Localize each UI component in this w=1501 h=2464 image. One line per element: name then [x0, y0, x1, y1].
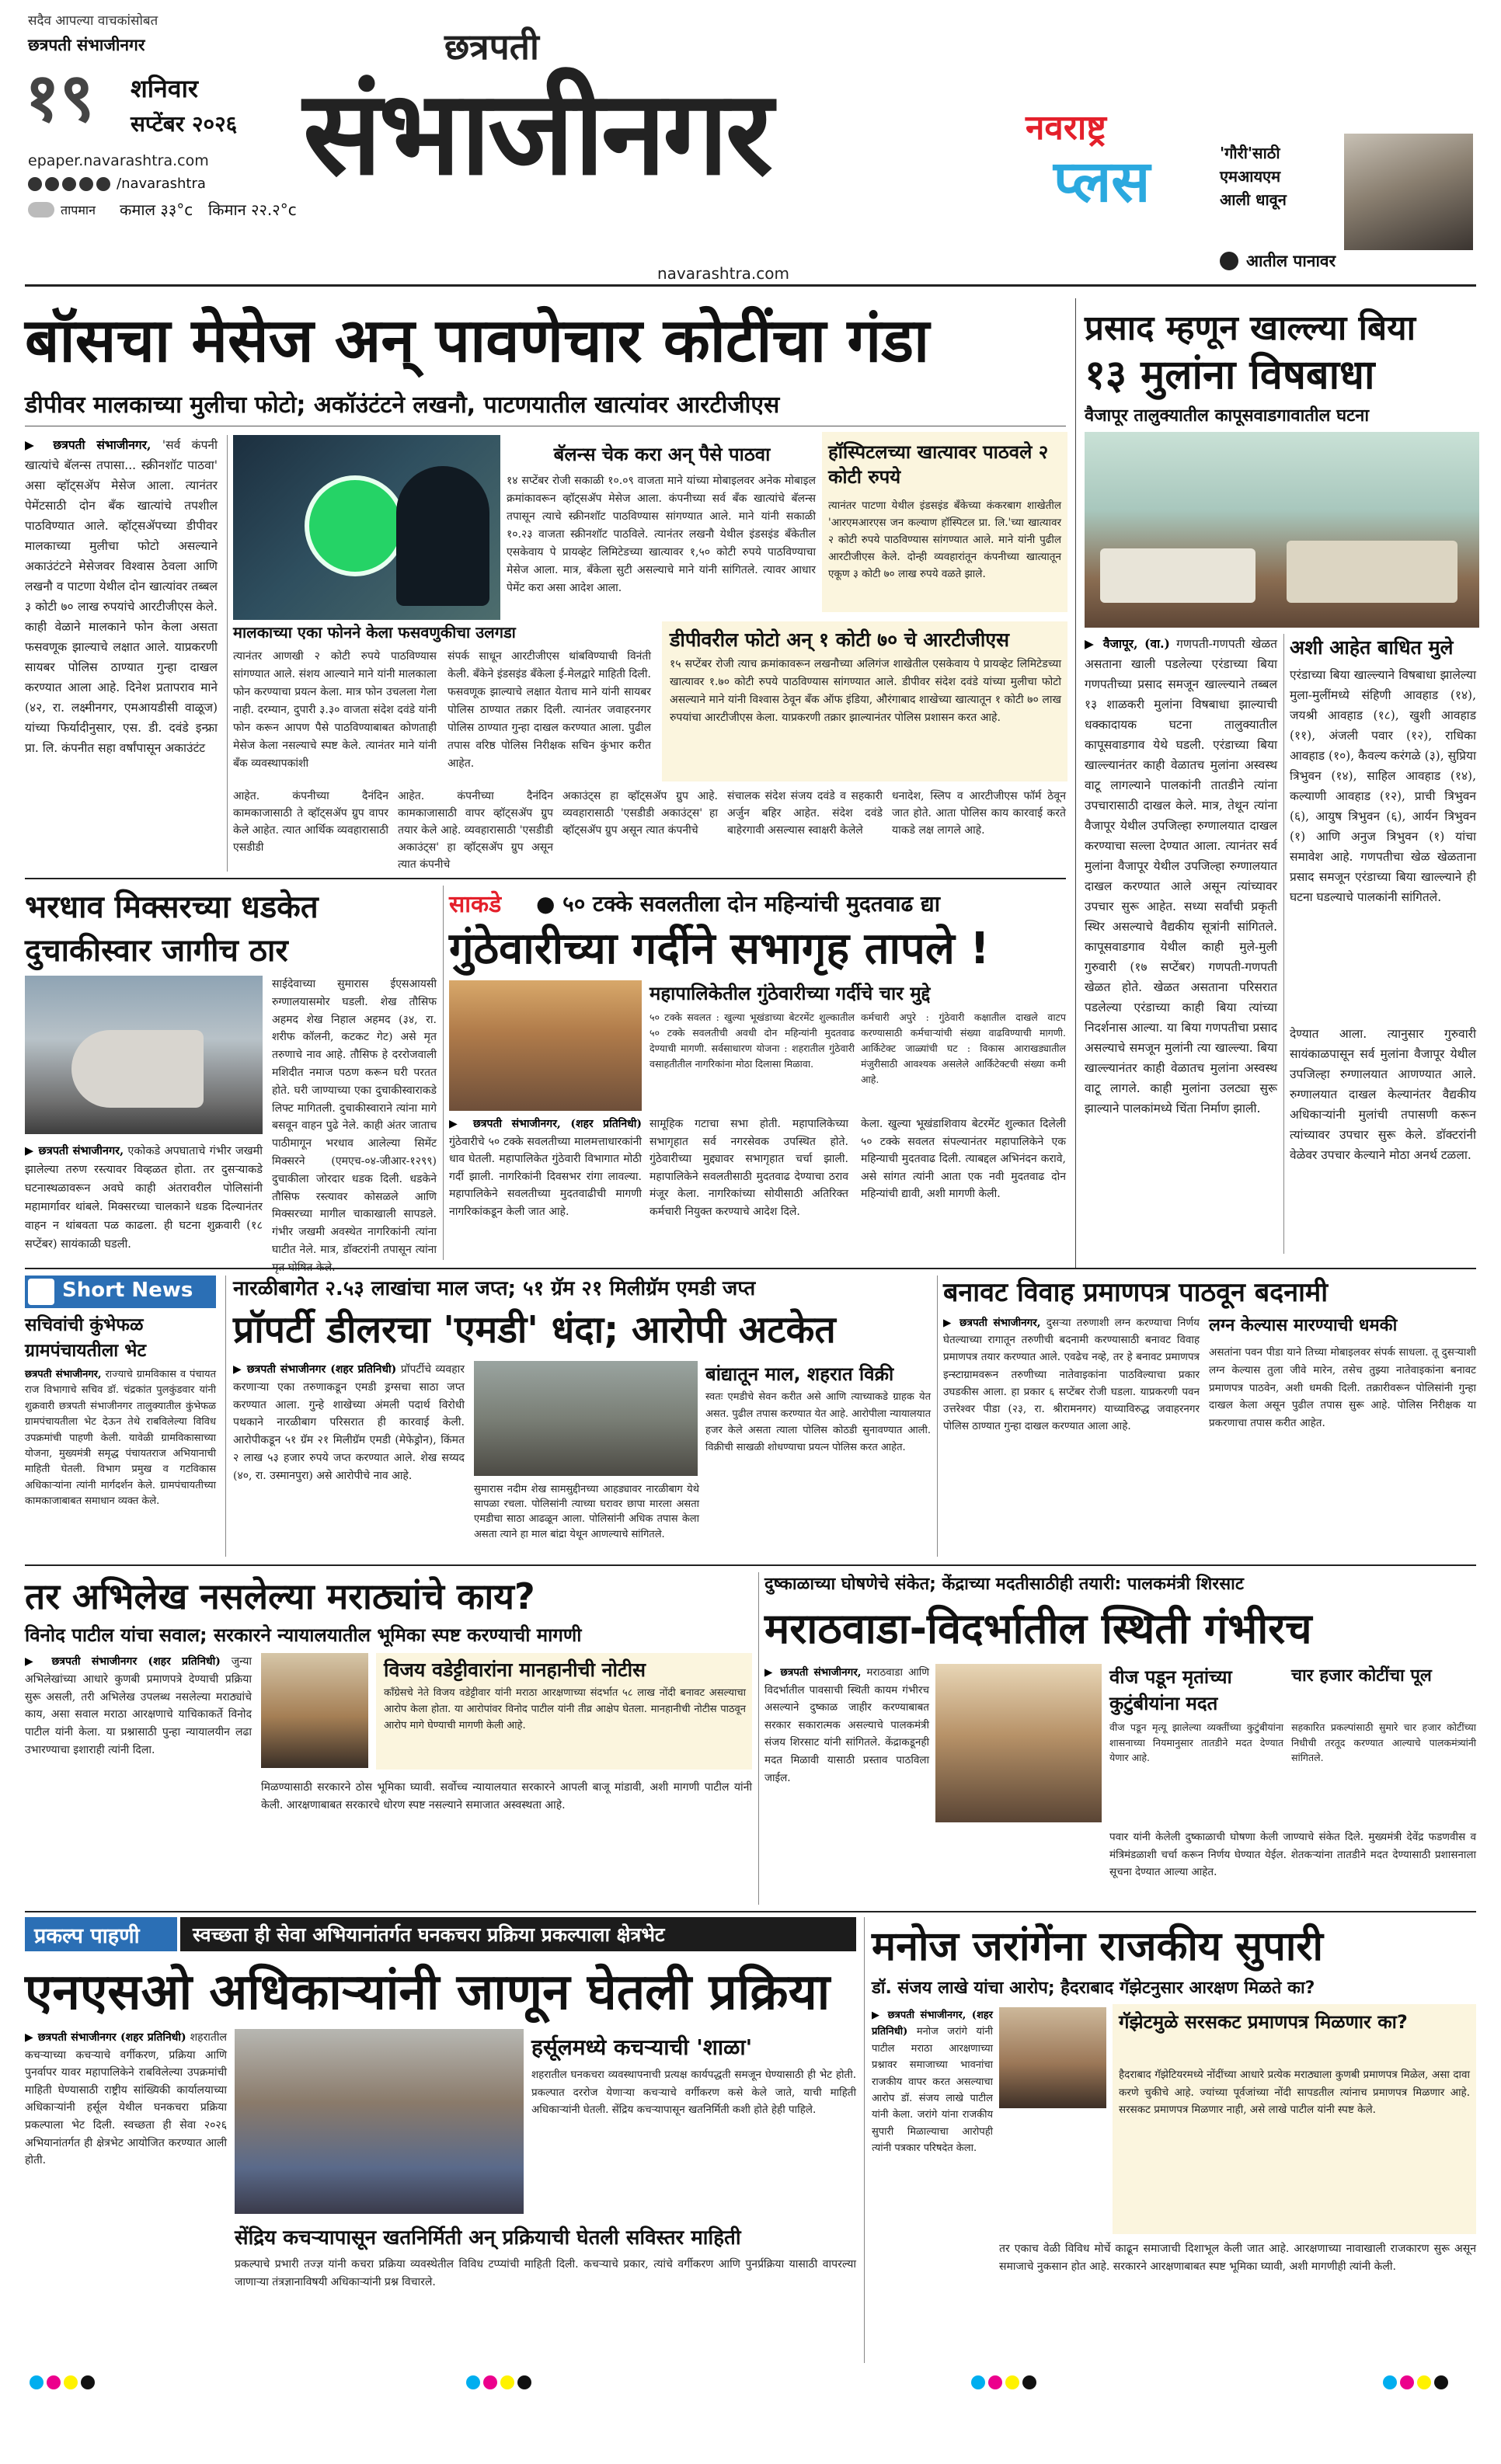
story1-bottom-col-0: आहेत. कंपनीच्या दैनंदिन कामकाजासाठी ते व्हॉट्सॲप ग्रुप वापर केले आहेत. त्यात आर्थिक व्यवहारासाठी एसडीडी	[233, 790, 388, 854]
story4-photo-hall	[449, 980, 642, 1111]
masthead	[0, 0, 1501, 284]
hospital-bed	[1287, 541, 1457, 603]
story10-headline: मनोज जरांगेंना राजकीय सुपारी	[872, 1923, 1324, 1970]
story7-col1-text: जुन्या अभिलेखांच्या आधारे कुणबी प्रमाणपत्रे देण्याची प्रक्रिया सुरू असली, तरी अभिलेख उपलब्ध नसलेल्या मराठ्यांचे काय, असा सवाल मराठा आरक्षणाचे याचिकाकर्ते विनोद पाटील यांनी केला. या प्रश्नासाठी पुन्हा न्यायालयीन लढा उभारण्याचा इशाराही त्यांनी दिला.	[25, 1655, 252, 1756]
hospital-bed	[1100, 548, 1255, 603]
story2-col1-text: गणपती-गणपती खेळत असताना खाली पडलेल्या एरंडाच्या बिया गणपतीच्या प्रसाद समजून खाल्ल्याने तब्बल १३ शाळकरी मुलांना विषबाधा झाल्याची धक्कादायक घटना तालुक्यातील कापूसवाडगाव येथे घडली. एरंडाच्या बिया खाल्ल्यानंतर काही वेळातच मुलांना अस्वस्थ वाटू लागल्याने पालकांनी तातडीने त्यांना उपचारासाठी दाखल केले. मात्र, तेथून त्यांना वैजापूर येथील उपजिल्हा रुग्णालयात दाखल करण्याचा सल्ला देण्यात आला. त्यानंतर सर्व मुलांना वैजापूर येथील उपजिल्हा रुग्णालयात दाखल करण्यात आले असून त्यांच्यावर उपचार सुरू आहेत. सध्या सर्वांची प्रकृती स्थिर असल्याचे वैद्यकीय सूत्रांनी सांगितले. कापूसवाडगाव येथील काही मुले-मुली गुरुवारी (१७ सप्टेंबर) गणपती-गणपती खेळत होते. खेळत असताना परिसरात पडलेल्या एरंडाच्या काही बिया त्यांच्या निदर्शनास आल्या. या बिया गणपतीचा प्रसाद असल्याचे समजून मुलांनी त्या खाल्ल्या. बिया खाल्ल्यानंतर काही वेळातच मुलांना अस्वस्थ वाटू लागले. काही मुलांना उलट्या सुरू झाल्याने पालकांमध्ये चिंता निर्माण झाली.	[1085, 637, 1277, 1115]
story1-col2: १४ सप्टेंबर रोजी सकाळी १०.०९ वाजता माने यांच्या मोबाइलवर अनेक मोबाइल क्रमांकावरून व्हॉट्सॲप मेसेज आला. कंपनीच्या सर्व बँक खात्यांचे बॅलन्स तपासून त्याचे स्क्रीनशॉट पाठविण्यास सांगण्यात आले. माने यांनी सकाळी १०.२३ वाजता स्क्रीनशॉट पाठविले. त्यानंतर लखनौ येथील इंडसइंड बँकेतील एसकेवाय पे प्रायव्हेट लिमिटेडच्या खात्यावर १,५० कोटी रुपये पाठविण्याचा मेसेज आला. मात्र, बँकेला सुटी असल्याचे माने यांनी सांगितले. त्यावर आधार पेमेंट करा असा आदेश आला.	[507, 475, 816, 594]
reg-dot-magenta	[1400, 2375, 1414, 2389]
story9-subhead-right: हर्सूलमध्ये कचऱ्याची 'शाळा'	[531, 2034, 753, 2060]
story8-box1-head: वीज पडून मृतांच्या कुटुंबीयांना मदत	[1109, 1666, 1232, 1714]
social-handle[interactable]: /navarashtra	[117, 176, 206, 192]
reg-dot-black	[1022, 2375, 1036, 2389]
story5-dateline: ▶ छत्रपती संभाजीनगर (शहर प्रतिनिधी)	[233, 1363, 397, 1376]
story1-col2-head: बॅलन्स चेक करा अन् पैसे पाठवा	[553, 444, 771, 465]
row5-rule	[25, 1911, 1476, 1912]
masthead-title: संभाजीनगर	[303, 66, 770, 201]
story6-col2-head: लग्न केल्यास मारण्याची धमकी	[1209, 1316, 1398, 1335]
masthead-title-small: छत्रपती	[444, 26, 539, 68]
hooded-figure	[396, 466, 489, 606]
story7-box-body: काँग्रेसचे नेते विजय वडेट्टीवार यांनी मराठा आरक्षणाच्या संदर्भात ५८ लाख नोंदी बनावट असल्याचा आरोप केला होता. या आरोपांवर विनोद पाटील यांनी तीव्र आक्षेप घेतला. मानहानीची नोटीस पाठवून आरोप मागे घेण्याची मागणी केली आहे.	[384, 1687, 746, 1731]
story10-col1	[872, 2007, 993, 2233]
story4-col1	[449, 1115, 642, 1260]
story3-headline-1: भरधाव मिक्सरच्या धडकेत	[25, 889, 319, 925]
story9-kicker: स्वच्छता ही सेवा अभियानांतर्गत घनकचरा प्रक्रिया प्रकल्पाला क्षेत्रभेट	[193, 1923, 665, 1946]
story3-col1	[25, 1142, 263, 1260]
promo-byline: आतील पानावर	[1246, 252, 1336, 270]
story1-col-mid2: संपर्क साधून आरटीजीएस थांबविण्याची विनंती केली. बँकेने इंडसइंड बँकेला ई-मेलद्वारे माहिती दिली. फसवणूक झाल्याचे लक्षात येताच माने यांनी सायबर पोलिस ठाण्यात तक्रार दिली. त्यानंतर जवाहरनगर पोलिस ठाण्यात गुन्हा दाखल करण्यात आला. पुढील तपास वरिष्ठ पोलिस निरीक्षक सचिन कुंभार करीत आहेत.	[448, 650, 651, 770]
story5-headline: प्रॉपर्टी डीलरचा 'एमडी' धंदा; आरोपी अटकेत	[233, 1308, 836, 1352]
story3-rule	[25, 878, 1066, 879]
story2-subhead: वैजापूर तालुक्यातील कापूसवाडगावातील घटना	[1085, 406, 1370, 426]
story2-col1	[1085, 634, 1277, 1254]
story9-kicker-bar	[180, 1917, 856, 1951]
story8-headline: मराठवाडा-विदर्भातील स्थिती गंभीरच	[764, 1604, 1312, 1653]
story1-divider	[227, 435, 228, 872]
story4-subhead: महापालिकेतील गुंठेवारीच्या गर्दीचे चार मुद्दे	[650, 983, 931, 1004]
story6-col1-text: दुसऱ्या तरुणाशी लग्न करण्याचा निर्णय घेतल्याच्या रागातून तरुणीची बदनामी करण्यासाठी बनावट विवाह प्रमाणपत्र तयार करण्यात आले. एवढेच नव्हे, तर हे बनावट प्रमाणपत्र इन्स्टाग्रामवरून तरुणीच्या नातेवाइकांना पाठविल्याचा प्रकार उघडकीस आला. हा प्रकार ६ सप्टेंबर रोजी घडला. याप्रकरणी पवन उत्तरेश्वर पीडा (२३, रा. श्रीरामनगर) याच्याविरुद्ध जवाहरनगर पोलिस ठाण्यात गुन्हा दाखल करण्यात आला आहे.	[943, 1317, 1200, 1433]
story4-col1-text: गुंठेवारीचे ५० टक्के सवलतीच्या मालमत्ताधारकांनी धाव घेतली. महापालिकेत गुंठेवारी विभागात मोठी गर्दी झाली. नागरिकांनी दिवसभर रांगा लावल्या. महापालिकेने सवलतीच्या मुदतवाढीची मागणी नागरिकांकडून केली जात आहे.	[449, 1135, 642, 1218]
short-news-body	[25, 1367, 216, 1557]
reg-dot-magenta	[47, 2375, 61, 2389]
short-news-text: Short News	[62, 1279, 193, 1302]
x-icon[interactable]	[45, 177, 59, 191]
story10-dateline: ▶ छत्रपती संभाजीनगर, (शहर प्रतिनिधी)	[872, 2010, 993, 2038]
story4-headline: गुंठेवारीच्या गर्दीने सभागृह तापले !	[449, 924, 990, 974]
story2-headline-1: प्रसाद म्हणून खाल्ल्या बिया	[1085, 308, 1416, 348]
story9-divider	[864, 1917, 865, 2363]
story3-dateline: ▶ छत्रपती संभाजीनगर,	[25, 1144, 124, 1157]
story1-bottom-col-4: धनादेश, स्लिप व आरटीजीएस फॉर्म ठेवून जात होते. आता पोलिस काय कारवाई करते याकडे लक्ष लागले आहे.	[892, 790, 1066, 837]
story8-box2-body: सहकारित प्रकल्पांसाठी सुमारे चार हजार कोटींच्या निधीची तरतूद करण्यात आल्याचे पालकमंत्र्यांनी सांगितले.	[1291, 1721, 1476, 1764]
arrow-icon	[1220, 252, 1238, 270]
story5-col2: सुमारास नदीम शेख सामसुद्दीनच्या आहड्यावर नारळीबाग येथे सापळा रचला. पोलिसांनी त्याच्या घरावर छापा मारला असता एमडीचा साठा आढळून आला. पोलिसांनी अधिक तपास केला असता त्याने हा माल बांद्रा येथून आणल्याचे सांगितले.	[474, 1484, 699, 1540]
brand-bottom: प्लस	[1053, 148, 1151, 215]
whatsapp-icon	[305, 475, 406, 576]
story9-subhead-bottom: सेंद्रिय कचऱ्यापासून खतनिर्मिती अन् प्रक्रियाची घेतली सविस्तर माहिती	[235, 2226, 741, 2250]
story4-tag: साकडे	[449, 891, 502, 918]
masthead-tagline: सदैव आपल्या वाचकांसोबत	[28, 13, 158, 29]
story1-photo-whatsapp	[233, 435, 500, 620]
story5-photo-arrest	[474, 1361, 698, 1476]
story4-points-right: कर्मचारी अपुरे : गुंठेवारी कक्षातील दाखले वाटप करण्यासाठी कर्मचाऱ्यांची संख्या वाढविण्याची मागणी. आर्किटेक्ट जाळ्यांची घट : विकास आराखड्यातील मंजुरीसाठी आवश्यक असलेले आर्किटेक्टची संख्या कमी आहे.	[861, 1011, 1066, 1085]
story8-dateline: ▶ छत्रपती संभाजीनगर,	[764, 1666, 862, 1679]
date-day-number: १९	[25, 59, 95, 137]
story1-bottom-col-2: अकाउंट्स हा व्हॉट्सॲप ग्रुप आहे. व्यवहारासाठी 'एसडीडी अकाउंट्स' हा व्हॉट्सॲप ग्रुप असून त्यात कंपनीचे	[562, 790, 718, 837]
linkedin-icon[interactable]	[96, 177, 110, 191]
story7-dateline: ▶ छत्रपती संभाजीनगर (शहर प्रतिनिधी)	[25, 1655, 221, 1668]
masthead-website[interactable]: navarashtra.com	[657, 264, 789, 283]
story2-photo-hospital	[1085, 432, 1479, 628]
story1-subhead: डीपीवर मालकाच्या मुलीचा फोटो; अकॉउंटंटने लखनौ, पाटणयातील खात्यांवर आरटीजीएस	[25, 392, 780, 419]
story9-col2: शहरातील घनकचरा व्यवस्थापनाची प्रत्यक्ष कार्यपद्धती समजून घेण्यासाठी ही भेट होती. प्रकल्पात दररोज येणाऱ्या कचऱ्याचे वर्गीकरण कसे केले जाते, याची माहिती अधिकाऱ्यांनी घेतली. सेंद्रिय कचऱ्यापासून खतनिर्मिती कशी होते हेही पाहिले.	[531, 2069, 856, 2117]
story7-photo	[261, 1653, 368, 1768]
story9-col3: प्रकल्पाचे प्रभारी तज्ज्ञ यांनी कचरा प्रक्रिया व्यवस्थेतील विविध टप्प्यांची माहिती दिली. कचऱ्याचे प्रकार, त्यांचे वर्गीकरण आणि पुनर्प्रक्रिया यासाठी वापरल्या जाणाऱ्या तंत्रज्ञानाविषयी अधिकाऱ्यांनी प्रश्न विचारले.	[235, 2258, 856, 2288]
story1-col-right-head: डीपीवरील फोटो अन् १ कोटी ७० चे आरटीजीएस	[670, 628, 1010, 651]
story9-dateline: ▶ छत्रपती संभाजीनगर (शहर प्रतिनिधी)	[25, 2031, 186, 2044]
story5-photo-caption: बांद्यातून माल, शहरात विक्री	[705, 1363, 894, 1385]
story5-kicker: नारळीबागेत २.५३ लाखांचा माल जप्त; ५१ ग्रॅम २१ मिलीग्रॅम एमडी जप्त	[233, 1277, 756, 1300]
story9-label-text: प्रकल्प पाहणी	[34, 1924, 140, 1948]
story5-col3: स्वतः एमडीचे सेवन करीत असे आणि त्याच्याकडे ग्राहक येत असत. पुढील तपास करण्यात येत आहे. आरोपीला न्यायालयात हजर केले असता त्याला पोलिस कोठडी सुनावण्यात आली. विक्रीची साखळी शोधण्याचा प्रयत्न पोलिस करत आहेत.	[705, 1391, 931, 1453]
reg-dot-yellow	[500, 2375, 514, 2389]
row4-rule	[25, 1564, 1476, 1566]
short-news-text-body: राज्याचे ग्रामविकास व पंचायत राज विभागाचे सचिव डॉ. चंद्रकांत पुलकुंडवार यांनी शुक्रवारी छत्रपती संभाजीनगर तालुक्यातील कुंभेफळ ग्रामपंचायतीला भेट देऊन तेथे राबविलेल्या विविध उपक्रमांची पाहणी केली. यावेळी ग्रामविकासाच्या योजना, मुख्यमंत्री समृद्ध पंचायतराज अभियानाची माहिती घेतली. विभाग प्रमुख व गटविकास अधिकाऱ्यांना त्यांनी मार्गदर्शन केले. ग्रामपंचायतीच्या कामकाजाबाबत समाधान व्यक्त केले.	[25, 1369, 216, 1508]
story3-divider	[443, 886, 444, 1260]
story4-points-left: ५० टक्के सवलत : खुल्या भूखंडाच्या बेटरमेंट शुल्कातील ५० टक्के सवलतीची अवधी दोन महिन्यांनी मुदतवाढ देण्याची मागणी. सर्वसाधारण योजना : शहरातील गुंठेवारी वसाहतीतील नागरिकांना मोठा दिलासा मिळावा.	[650, 1011, 855, 1070]
story10-box-body: हैदराबाद गॅझेटियरमध्ये नोंदींच्या आधारे प्रत्येक मराठ्याला कुणबी प्रमाणपत्र मिळेल, असा दावा करणे चुकीचे आहे. ज्यांच्या पूर्वजांच्या नोंदी सापडतील त्यांनाच प्रमाणपत्र मिळणार आहे. सरसकट प्रमाणपत्र मिळणार नाही, असे लाखे पाटील यांनी स्पष्ट केले.	[1119, 2069, 1470, 2117]
story7-divider	[758, 1572, 759, 1905]
story2-dateline: ▶ वैजापूर, (वा.)	[1085, 636, 1170, 651]
story9-col1-text: शहरातील कचऱ्याच्या कचऱ्याचे वर्गीकरण, प्रक्रिया आणि पुनर्वापर यावर महापालिकेने राबविलेल्या उपक्रमांची माहिती घेण्यासाठी राष्ट्रीय सांख्यिकी कार्यालयाच्या अधिकाऱ्यांनी हर्सूल येथील घनकचरा प्रक्रिया प्रकल्पाला भेट दिली. स्वच्छता ही सेवा २०२६ अभियानांतर्गत ही क्षेत्रभेट आयोजित करण्यात आली होती.	[25, 2031, 228, 2167]
min-temp: किमान २२.२°c	[208, 200, 297, 219]
reg-dot-black	[1434, 2375, 1448, 2389]
short-news-divider	[225, 1276, 226, 1557]
story1-bottom-col-3: संचालक संदेश संजय दवंडे व सहकारी अर्जुन बहिर आहेत. संदेश दवंडे बाहेरगावी असल्यास स्वाक्षरी केलेले	[727, 790, 883, 837]
story1-col-right: १५ सप्टेंबर रोजी त्याच क्रमांकावरून लखनौच्या अलिगंज शाखेतील एसकेवाय पे प्रायव्हेट लिमिटेडच्या खात्यावर १.७० कोटी रुपये पाठविण्यास सांगण्यात आले. डीपीवर संदेश दवंडे यांच्या मुलीचा फोटो असल्याने माने यांनी विश्वास ठेवून बँक ऑफ इंडिया, औरंगाबाद शाखेच्या खात्यातून १ कोटी ७० लाख रुपयांचा आरटीजीएस केला. याप्रकरणी तक्रार झाल्यानंतर पोलिस प्रशासन करत आहे.	[670, 658, 1061, 724]
story10-photo	[999, 2007, 1106, 2108]
story7-col-bottom: मिळण्यासाठी सरकारने ठोस भूमिका घ्यावी. सर्वोच्च न्यायालयात सरकारने आपली बाजू मांडावी, अशी मागणी पाटील यांनी केली. आरक्षणाबाबत सरकारचे धोरण स्पष्ट नसल्याने समाजात अस्वस्थता आहे.	[261, 1781, 752, 1811]
story4-col2: सामूहिक गटाचा सभा होती. महापालिकेच्या सभागृहात सर्व नगरसेवक उपस्थित होते. गुंठेवारीच्या मुद्द्यावर सभागृहात चर्चा झाली. महापालिकेने सवलतीसाठी मुदतवाढ देण्याचा ठराव मंजूर केला. नागरिकांच्या सोयीसाठी अतिरिक्त कर्मचारी नियुक्त करण्याचे आदेश दिले.	[650, 1118, 848, 1218]
short-news-s-icon	[28, 1279, 54, 1305]
short-news-label	[25, 1276, 216, 1308]
story4-col3: केला. खुल्या भूखंडाशिवाय बेटरमेंट शुल्कात दिलेली ५० टक्के सवलत संपल्यानंतर महापालिकेने एक महिन्याची मुदतवाढ दिली. त्याबद्दल अभिनंदन करावे, असे सांगत त्यांनी आता एक नवी मुदतवाढ दोन महिन्यांची द्यावी, अशी मागणी केली.	[861, 1118, 1066, 1201]
story8-kicker: दुष्काळाच्या घोषणेचे संकेत; केंद्राच्या मदतीसाठीही तयारी: पालकमंत्री शिरसाट	[764, 1575, 1244, 1594]
date-weekday: शनिवार	[131, 74, 198, 103]
story7-headline: तर अभिलेख नसलेल्या मराठ्यांचे काय?	[25, 1575, 535, 1617]
story8-box2-head: चार हजार कोटींचा पूल	[1291, 1666, 1432, 1686]
story2-col-bottom2: देण्यात आला. त्यानुसार गुरुवारी सायंकाळपासून सर्व मुलांना वैजापूर येथील उपजिल्हा रुग्णालयात आणण्यात आले. रुग्णालयात दाखल केल्यानंतर वैद्यकीय अधिकाऱ्यांनी मुलांची तपासणी करून त्यांच्यावर उपचार सुरू केले. डॉक्टरांनी वेळेवर उपचार केल्याने मोठा अनर्थ टळला.	[1290, 1027, 1476, 1162]
registration-marks	[0, 2369, 1501, 2400]
promo-photo	[1344, 134, 1473, 250]
story5-divider	[937, 1276, 938, 1557]
story10-col-bottom: तर एकाच वेळी विविध मोर्चे काढून समाजाची दिशाभूल केली जात आहे. आरक्षणाच्या नावाखाली राजकारण सुरू असून समाजाचे नुकसान होत आहे. सरकारने आरक्षणाबाबत स्पष्ट भूमिका घ्यावी, अशी मागणीही त्यांनी केली.	[999, 2243, 1476, 2273]
youtube-icon[interactable]	[79, 177, 93, 191]
edition-name: छत्रपती संभाजीनगर	[28, 36, 145, 54]
reg-dot-cyan	[30, 2375, 44, 2389]
reg-dot-yellow	[1005, 2375, 1019, 2389]
story1-dateline: ▶ छत्रपती संभाजीनगर,	[25, 437, 151, 452]
facebook-icon[interactable]	[28, 177, 42, 191]
masthead-rule	[25, 284, 1476, 287]
reg-dot-magenta	[988, 2375, 1002, 2389]
story1-photo-caption: मालकाच्या एका फोनने केला फसवणुकीचा उलगडा	[233, 623, 516, 642]
weather-label: तापमान	[61, 203, 96, 218]
promo-box[interactable]	[1220, 126, 1476, 281]
story3-col2: साईदेवाच्या सुमारास ईएसआयसी रुग्णालयासमोर घडली. शेख तौसिफ अहमद शेख निहाल अहमद (३४, रा. शरीफ कॉलनी, कटकट गेट) असे मृत तरुणाचे नाव आहे. तौसिफ हे दररोजवाली मशिदीत नमाज पठण करून घरी परतत होते. घरी जाण्याच्या एका दुचाकीस्वाराकडे लिफ्ट मागितली. दुचाकीस्वाराने त्यांना मागे बसवून वाहन पुढे नेले. काही अंतर जाताच पाठीमागून भरधाव आलेल्या सिमेंट मिक्सरने (एमएच-०४-जीआर-१२९९) दुचाकीला जोरदार धडक दिली. धडकेने तौसिफ रस्त्यावर कोसळले आणि मिक्सरच्या मागील चाकाखाली सापडले. गंभीर जखमी अवस्थेत नागरिकांनी त्यांना घाटीत नेले. मात्र, डॉक्टरांनी तपासून त्यांना	[272, 978, 437, 1256]
instagram-icon[interactable]	[62, 177, 76, 191]
story7-box-head: विजय वडेट्टीवारांना मानहानीची नोटीस	[384, 1658, 646, 1681]
reg-dot-yellow	[1417, 2375, 1431, 2389]
reg-dot-cyan	[466, 2375, 480, 2389]
story6-dateline: ▶ छत्रपती संभाजीनगर,	[943, 1317, 1041, 1329]
reg-dot-black	[517, 2375, 531, 2389]
story9-col1	[25, 2029, 227, 2363]
mixer-truck	[71, 1030, 204, 1108]
story8-col1	[764, 1664, 929, 1822]
right-column-divider	[1075, 298, 1076, 1268]
story1-col-mid1: त्यानंतर आणखी २ कोटी रुपये पाठविण्यास सांगण्यात आले. संशय आल्याने माने यांनी मालकाला फोन करण्याचा प्रयत्न केला. मात्र फोन उचलला गेला नाही. दरम्यान, दुपारी ३.३० वाजता संदेश दवंडे यांनी फोन करून आपण पैसे पाठविण्याबाबत कोणताही मेसेज केला नसल्याचे स्पष्ट केले. त्यानंतर माने यांनी बँक व्यवस्थापकांशी	[233, 650, 437, 770]
story8-photo-minister	[935, 1664, 1102, 1822]
max-temp: कमाल ३३°c	[120, 200, 193, 219]
story10-col1-text: मनोज जरांगे यांनी पाटील मराठा आरक्षणाच्या प्रश्नावर समाजाच्या भावनांचा राजकीय वापर करत असल्याचा आरोप डॉ. संजय लाखे पाटील यांनी केला. जरांगे यांना राजकीय सुपारी मिळाल्याचा आरोपही त्यांनी पत्रकार परिषदेत केला.	[872, 2026, 993, 2155]
epaper-link[interactable]: epaper.navarashtra.com	[28, 152, 209, 169]
reg-dot-black	[81, 2375, 95, 2389]
story3-body: एकोकडे अपघाताचे गंभीर जखमी झालेल्या तरुण रस्त्यावर विव्हळत होता. तर दुसऱ्याकडे घटनास्थळावरून अवघे काही अंतरावरील पोलिसांनी महामार्गावर थांबले. मिक्सरच्या चालकाने धडक दिल्यानंतर वाहन न थांबवता पळ काढला. ही घटना शुक्रवारी (१८ सप्टेंबर) सायंकाळी घडली.	[25, 1145, 263, 1251]
reg-dot-yellow	[64, 2375, 78, 2389]
story9-photo-plant	[235, 2029, 524, 2214]
story7-subhead: विनोद पाटील यांचा सवाल; सरकारने न्यायालयातील भूमिका स्पष्ट करण्याची मागणी	[25, 1624, 582, 1646]
story1-col3-head: हॉस्पिटलच्या खात्यावर पाठवले २ कोटी रुपये	[828, 441, 1049, 488]
story6-headline: बनावट विवाह प्रमाणपत्र पाठवून बदनामी	[943, 1277, 1329, 1308]
story2-headline-2: १३ मुलांना विषबाधा	[1085, 352, 1375, 398]
story2-box-head: अशी आहेत बाधित मुले	[1290, 636, 1454, 659]
story7-col1	[25, 1653, 252, 1903]
reg-dot-magenta	[483, 2375, 497, 2389]
story5-col1-text: प्रॉपर्टीचे व्यवहार करणाऱ्या एका तरुणाकडून एमडी ड्रग्सचा साठा जप्त करण्यात आला. गुन्हे शाखेच्या अंमली पदार्थ विरोधी पथकाने नारळीबाग परिसरात ही कारवाई केली. आरोपीकडून ५१ ग्रॅम २१ मिलीग्रॅम एमडी (मेफेड्रोन), किंमत २ लाख ५३ हजार रुपये जप्त करण्यात आले. शेख सय्यद (४०, रा. उस्मानपुरा) असे आरोपीचे नाव आहे.	[233, 1363, 465, 1482]
story3-headline-2: दुचाकीस्वार जागीच ठार	[25, 933, 288, 969]
story10-box-head: गॅझेटमुळे सरसकट प्रमाणपत्र मिळणार का?	[1119, 2011, 1408, 2033]
story2-box-body: एरंडाच्या बिया खाल्ल्याने विषबाधा झालेल्या मुला-मुलींमध्ये संहिणी आवहाड (१४), जयश्री आवहाड (१८), खुशी आवहाड (११), अंजली पवार (१२), राधिका आवहाड (१०), कैवल्य करंगळे (३), सुप्रिया त्रिभुवन (१४), साहिल आवहाड (१४), कल्याणी आवहाड (१२), प्राची त्रिभुवन (६), आयुष त्रिभुवन (६), आर्यन त्रिभुवन (१) आणि अनुज त्रिभुवन (१) यांचा समावेश आहे. गणपतीचा खेळ खेळताना प्रसाद समजून एरंडाच्या बिया खाल्ल्याने ही घटना घडल्याचे पालकांनी सांगितले.	[1290, 668, 1476, 904]
row3-rule	[25, 1268, 1476, 1269]
short-news-headline: सचिवांची कुंभेफळ ग्रामपंचायतीला भेट	[25, 1315, 147, 1361]
story6-col2: असतांना पवन पीडा याने तिच्या मोबाइलवर संपर्क साधला. तू दुसऱ्याशी लग्न केल्यास तुला जीवे मारेन, तसेच तुझ्या नातेवाइकांना बनावट प्रमाणपत्र पाठवेन, अशी धमकी दिली. तक्रारीवरून पोलिसांनी गुन्हा दाखल केला असून पुढील तपास सुरू आहे. पोलिस निरीक्षक या प्रकरणाचा तपास करीत आहेत.	[1209, 1346, 1476, 1430]
story1-bottom-col-1: आहेत. कंपनीच्या दैनंदिन कामकाजासाठी वापर व्हॉट्सॲप ग्रुप तयार केले आहे. व्यवहारासाठी 'एसडीडी अकाउंट्स' हा व्हॉट्सॲप ग्रुप असून त्यात कंपनीचे	[398, 790, 553, 871]
story4-dateline: ▶ छत्रपती संभाजीनगर, (शहर प्रतिनिधी)	[449, 1118, 642, 1130]
reg-dot-cyan	[971, 2375, 985, 2389]
story8-col1-text: मराठवाडा आणि विदर्भातील पावसाची स्थिती कायम गंभीरच असल्याने दुष्काळ जाहीर करण्याबाबत सरकार सकारात्मक असल्याचे पालकमंत्री संजय शिरसाट यांनी सांगितले. केंद्राकडूनही मदत मिळावी यासाठी प्रस्ताव पाठविला जाईल.	[764, 1666, 929, 1784]
reg-dot-cyan	[1383, 2375, 1397, 2389]
weather-cloud-icon	[28, 202, 54, 218]
story1-col1-text: 'सर्व कंपनी खात्यांचे बॅलन्स तपासा... स्क्रीनशॉट पाठवा' असा व्हॉट्सॲप मेसेज आला. त्यानंतर पेमेंटसाठी दोन बँक खात्यांचे तपशील पाठविण्यात आले. व्हॉट्सॲपच्या डीपीवर मालकाच्या मुलीचा फोटो असल्याने अकाउंटंटने मेसेजवर विश्वास ठेवला आणि लखनौ व पाटणा येथील दोन खात्यांवर तब्बल ३ कोटी ७० लाख रुपयांचे आरटीजीएस केले. काही वेळाने मालकाने फोन केला असता फसवणूक झाल्याचे लक्षात आले. याप्रकरणी सायबर पोलिस ठाण्यात गुन्हा दाखल करण्यात आला आहे. दिनेश प्रतापराव माने (४२, रा. लक्ष्मीनगर, एमआयडीसी वाळूज) यांच्या फिर्यादीनुसार, एस. डी. दवंडे इन्फ्रा प्रा. लि. कंपनीत सहा वर्षांपासून अकाउंटंट	[25, 438, 218, 755]
story6-col1	[943, 1314, 1200, 1557]
story8-col-bottom: पवार यांनी केलेली दुष्काळाची घोषणा केली जाण्याचे संकेत दिले. मुख्यमंत्री देवेंद्र फडणवीस व मंत्रिमंडळाशी चर्चा करून निर्णय घेण्यात येईल. शेतकऱ्यांना तातडीने मदत देण्यासाठी प्रशासनाला सूचना देण्यात आल्या आहेत.	[1109, 1831, 1476, 1879]
story1-col3: त्यानंतर पाटणा येथील इंडसइंड बँकेच्या कंकरबाग शाखेतील 'आरएमआरएस जन कल्याण हॉस्पिटल प्रा. लि.'च्या खात्यावर २ कोटी रुपये पाठविण्यास सांगण्यात आले. माने यांनी पुढील आरटीजीएस केले. दोन्ही व्यवहारांतून कंपनीच्या खात्यातून एकूण ३ कोटी ७० लाख रुपये वळते झाले.	[828, 499, 1061, 580]
brand-top: नवराष्ट्र	[1026, 108, 1106, 148]
story10-subhead: डॉ. संजय लाखे यांचा आरोप; हैदराबाद गॅझेटनुसार आरक्षण मिळते का?	[872, 1979, 1315, 1998]
story2-divider	[1283, 634, 1284, 1254]
story9-headline: एनएसओ अधिकाऱ्यांनी जाणून घेतली प्रक्रिया	[25, 1964, 831, 2021]
short-news-dateline: छत्रपती संभाजीनगर,	[25, 1369, 102, 1380]
story5-col1	[233, 1361, 465, 1557]
story1-col1	[25, 435, 218, 872]
story9-label	[25, 1917, 177, 1951]
story3-photo-mixer	[25, 976, 263, 1134]
story1-headline: बॉसचा मेसेज अन् पावणेचार कोटींचा गंडा	[25, 306, 930, 376]
story8-box1-body: वीज पडून मृत्यू झालेल्या व्यक्तींच्या कुटुंबीयांना शासनाच्या नियमानुसार तातडीने मदत देण्यात येणार आहे.	[1109, 1721, 1283, 1764]
date-month-year: सप्टेंबर २०२६	[131, 111, 238, 137]
brand-logo	[1022, 99, 1217, 224]
promo-text: 'गौरी'साठी एमआयएम आली धावून	[1220, 144, 1287, 209]
story4-kicker: ● ५० टक्के सवलतीला दोन महिन्यांची मुदतवाढ द्या	[536, 891, 940, 917]
